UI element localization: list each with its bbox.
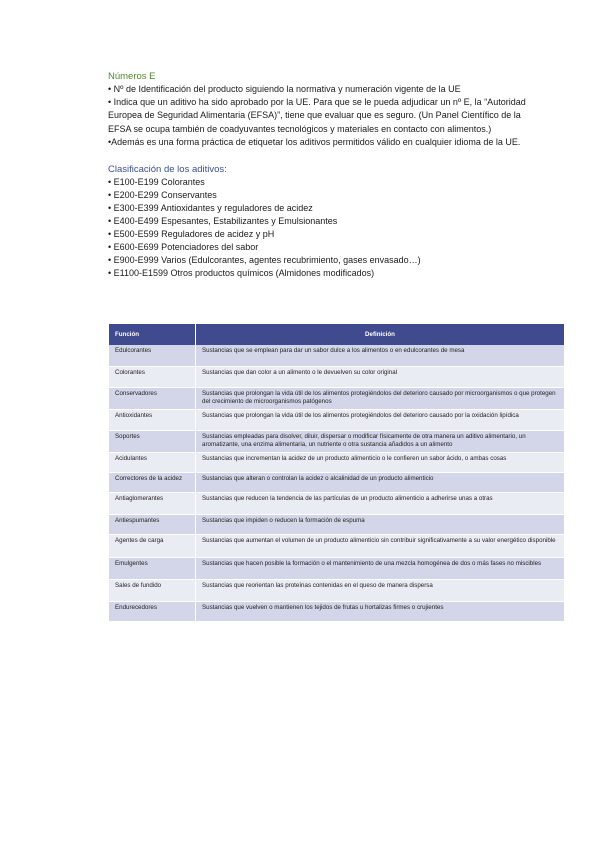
list-item: • E300-E399 Antioxidantes y reguladores de acidez xyxy=(108,203,313,214)
function-cell: Antiespumantes xyxy=(109,514,196,534)
definition-cell: Sustancias que incrementan la acidez de un producto alimenticio o le confieren un sabor ácido, o ambas cosas xyxy=(196,452,565,472)
function-cell: Agentes de carga xyxy=(109,534,196,557)
list-item: • E100-E199 Colorantes xyxy=(108,177,205,188)
function-cell: Acidulantes xyxy=(109,452,196,472)
function-cell: Soportes xyxy=(109,430,196,452)
table-row xyxy=(109,492,565,514)
table-row xyxy=(109,472,565,492)
definition-cell: Sustancias que reducen la tendencia de las partículas de un producto alimenticio a adherirse unas a otras xyxy=(196,492,565,514)
definition-cell: Sustancias que aumentan el volumen de un producto alimenticio sin contribuir significativamente a su valor energético disponible xyxy=(196,534,565,557)
paragraph-line: •Además es una forma práctica de etiquetar los aditivos permitidos válido en cualquier idioma de la UE. xyxy=(108,136,521,147)
table-row xyxy=(109,452,565,472)
list-item: • E600-E699 Potenciadores del sabor xyxy=(108,242,259,253)
section-title-clasificacion: Clasificación de los aditivos: xyxy=(108,164,227,176)
list-item: • E200-E299 Conservantes xyxy=(108,190,217,201)
section-title-numeros-e: Números E xyxy=(108,71,156,82)
definition-cell: Sustancias que prolongan la vida útil de los alimentos protegiéndolos del deterioro causado por la oxidación lipídica xyxy=(196,409,565,430)
list-item: • E400-E499 Espesantes, Estabilizantes y Emulsionantes xyxy=(108,216,338,227)
function-cell: Correctores de la acidez xyxy=(109,472,196,492)
spacer xyxy=(108,149,528,163)
table-row xyxy=(109,366,565,387)
table-row xyxy=(109,514,565,534)
table-row xyxy=(109,579,565,601)
list-item: • E500-E599 Reguladores de acidez y pH xyxy=(108,229,275,240)
definition-cell: Sustancias que se emplean para dar un sabor dulce a los alimentos o en edulcorantes de mesa xyxy=(196,345,565,366)
definition-cell: Sustancias que impiden o reducen la formación de espuma xyxy=(196,514,565,534)
column-header-funcion: Función xyxy=(109,324,196,345)
function-cell: Antiaglomerantes xyxy=(109,492,196,514)
definition-cell: Sustancias que alteran o controlan la acidez o alcalinidad de un producto alimenticio xyxy=(196,472,565,492)
function-cell: Conservadores xyxy=(109,387,196,409)
table-row xyxy=(109,430,565,452)
paragraph-line: • Indica que un aditivo ha sido aprobado por la UE. Para que se le pueda adjudicar un nº E, la “Autoridad Europea de Seguridad Alimentaria (EFSA)”, tiene que evaluar que es seguro. (Un Panel Científico de la EFSA se ocupa también de coadyuvantes tecnológicos y materiales en contacto con alimentos.) xyxy=(108,97,526,134)
paragraph-line: • Nº de Identificación del producto siguiendo la normativa y numeración vigente de la UE xyxy=(108,84,461,94)
function-cell: Emulgentes xyxy=(109,557,196,579)
column-header-definicion: Definición xyxy=(196,324,565,345)
definition-cell: Sustancias que dan color a un alimento o le devuelven su color original xyxy=(196,366,565,387)
classification-list xyxy=(108,176,528,280)
list-item: • E900-E999 Varios (Edulcorantes, agentes recubrimiento, gases envasado…) xyxy=(108,255,421,266)
definition-cell: Sustancias empleadas para disolver, diluir, dispersar o modificar físicamente de otra manera un aditivo alimentario, un aromatizante, una enzima alimentaria, un nutriente o otra sustancia añadidos a un alimento xyxy=(196,430,565,452)
table-row xyxy=(109,557,565,579)
function-cell: Colorantes xyxy=(109,366,196,387)
table-row xyxy=(109,345,565,366)
function-cell: Sales de fundido xyxy=(109,579,196,601)
definition-cell: Sustancias que prolongan la vida útil de los alimentos protegiéndolos del deterioro causado por microorganismos o que protegen del crecimiento de microorganismos patógenos xyxy=(196,387,565,409)
function-cell: Edulcorantes xyxy=(109,345,196,366)
definition-cell: Sustancias que vuelven o mantienen los tejidos de frutas u hortalizas firmes o crujientes xyxy=(196,601,565,621)
function-cell: Endurecedores xyxy=(109,601,196,621)
list-item: • E1100-E1599 Otros productos químicos (Almidones modificados) xyxy=(108,268,375,279)
table-header-row xyxy=(109,324,565,345)
definition-cell: Sustancias que reorientan las proteínas contenidas en el queso de manera dispersa xyxy=(196,579,565,601)
additives-function-table xyxy=(109,324,565,622)
table-row xyxy=(109,601,565,621)
table-row xyxy=(109,409,565,430)
document-body xyxy=(108,70,528,280)
table-row xyxy=(109,387,565,409)
function-cell: Antioxidantes xyxy=(109,409,196,430)
table-row xyxy=(109,534,565,557)
definition-cell: Sustancias que hacen posible la formación o el mantenimiento de una mezcla homogénea de dos o más fases no miscibles xyxy=(196,557,565,579)
